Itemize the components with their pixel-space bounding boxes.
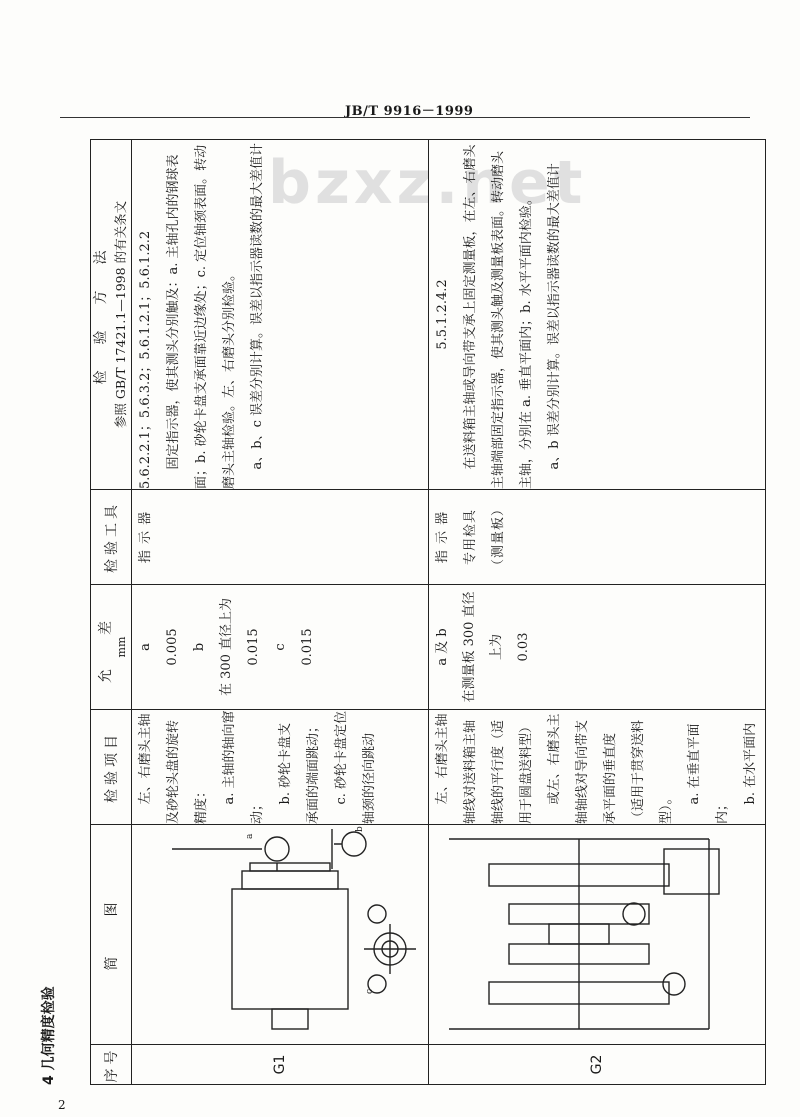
row-id: G2 (429, 1045, 766, 1085)
tol-line: b (192, 642, 207, 652)
spindle-dial-diagram (132, 824, 428, 1044)
item-g1-line: b. 砂轮卡盘支承面的端面跳动； (278, 719, 321, 824)
tool-g2 (429, 490, 766, 585)
item-g1-line: 左、右磨头主轴及砂轮头盘的旋转精度： (138, 713, 209, 824)
method-ref: 5.6.2.2.1；5.6.3.2；5.6.1.2.1；5.6.1.2.2 (138, 230, 153, 489)
tolerance-g1 (132, 585, 429, 710)
col-diagram-header: 简 图 (91, 825, 132, 1045)
table-row-g1 (132, 140, 429, 1085)
col-tool-header: 检验工具 (91, 490, 132, 585)
diagram-label-c: c (365, 988, 375, 994)
tol-line: 在 300 直径上为 (219, 597, 234, 697)
watermark: bzxz.net (268, 148, 587, 218)
parallelism-fixture-diagram (429, 824, 729, 1044)
tol-line: 0.015 (246, 628, 261, 666)
item-g1-line: c. 砂轮卡盘定位轴颈的径向跳动 (334, 710, 377, 824)
diagram-label-b: b (355, 826, 365, 832)
page-number: 2 (58, 1098, 66, 1112)
tool-line: （测量板） (491, 502, 506, 573)
tol-line: 在测量板 300 直径上为 (462, 591, 504, 703)
tol-line: 0.015 (300, 628, 315, 666)
item-g2-line: a. 在垂直平面内； (687, 723, 730, 824)
tol-line: c (273, 643, 288, 651)
standard-code: JB/T 9916－1999 (345, 104, 474, 119)
geometric-accuracy-table (90, 139, 766, 1085)
tool-g1 (132, 490, 429, 585)
header-row (91, 140, 132, 1085)
tool-line: 指 示 器 (435, 510, 450, 564)
method-ref: 5.5.1.2.4.2 (435, 279, 450, 350)
method-paragraph: a、b、c 误差分别计算。误差以指示器读数的最大差值计 (250, 143, 265, 470)
item-g2-line: 或左、右磨头主轴轴线对导向带支承平面的垂直度（适用于贯穿送料型）。 (547, 713, 674, 824)
method-g2 (429, 140, 766, 490)
row-id: G1 (132, 1045, 429, 1085)
method-paragraph: a、b 误差分别计算。误差以指示器读数的最大差值计 (547, 163, 562, 470)
tolerance-title: 允 差 (97, 611, 114, 683)
method-title: 检 验 方 法 (93, 244, 109, 385)
col-item-header: 检验项目 (91, 710, 132, 825)
item-g2-line: 左、右磨头主轴轴线对送料箱主轴轴线的平行度（适用于圆盘送料型） (435, 713, 534, 824)
tool-line: 专用检具 (463, 509, 478, 566)
method-paragraph: 固定指示器，使其测头分别触及：a. 主轴孔内的钢球表面；b. 砂轮卡盘支承面靠近边缘处；c. 定位轴颈表面。转动磨头主轴检验。左、右磨头分别检验。 (166, 144, 237, 489)
col-seq-header: 序号 (91, 1045, 132, 1085)
tol-line: 0.03 (516, 632, 531, 662)
item-g1 (132, 710, 429, 825)
table-row-g2 (429, 140, 766, 1085)
tolerance-g2 (429, 585, 766, 710)
col-method-header (91, 140, 132, 490)
tool-line: 指 示 器 (138, 510, 153, 564)
rotated-table-block (41, 140, 758, 1085)
col-tolerance-header (91, 585, 132, 710)
method-paragraph: 在送料箱主轴或导向带支承上固定测量板，在左、右磨头主轴端部固定指示器，使其测头触及测量板表面。转动磨头主轴，分别在 a. 垂直平面内；b. 水平平面内检验。 (463, 144, 534, 489)
diagram-g1 (132, 825, 429, 1045)
item-g2-line: b. 在水平面内 (743, 722, 758, 805)
item-g1-line: a. 主轴的轴向窜动； (222, 710, 265, 824)
method-subtitle: 参照 GB/T 17421.1—1998 的有关条文 (113, 200, 128, 429)
diagram-label-a: a (245, 833, 255, 839)
section-title: 4 几何精度检验 (41, 986, 57, 1085)
diagram-g2 (429, 825, 766, 1045)
item-g2 (429, 710, 766, 825)
tol-line: a (138, 643, 153, 651)
tol-line: 0.005 (165, 628, 180, 666)
tolerance-unit: mm (114, 636, 128, 658)
method-g1 (132, 140, 429, 490)
header-rule (60, 117, 750, 118)
tol-line: a 及 b (435, 628, 450, 666)
